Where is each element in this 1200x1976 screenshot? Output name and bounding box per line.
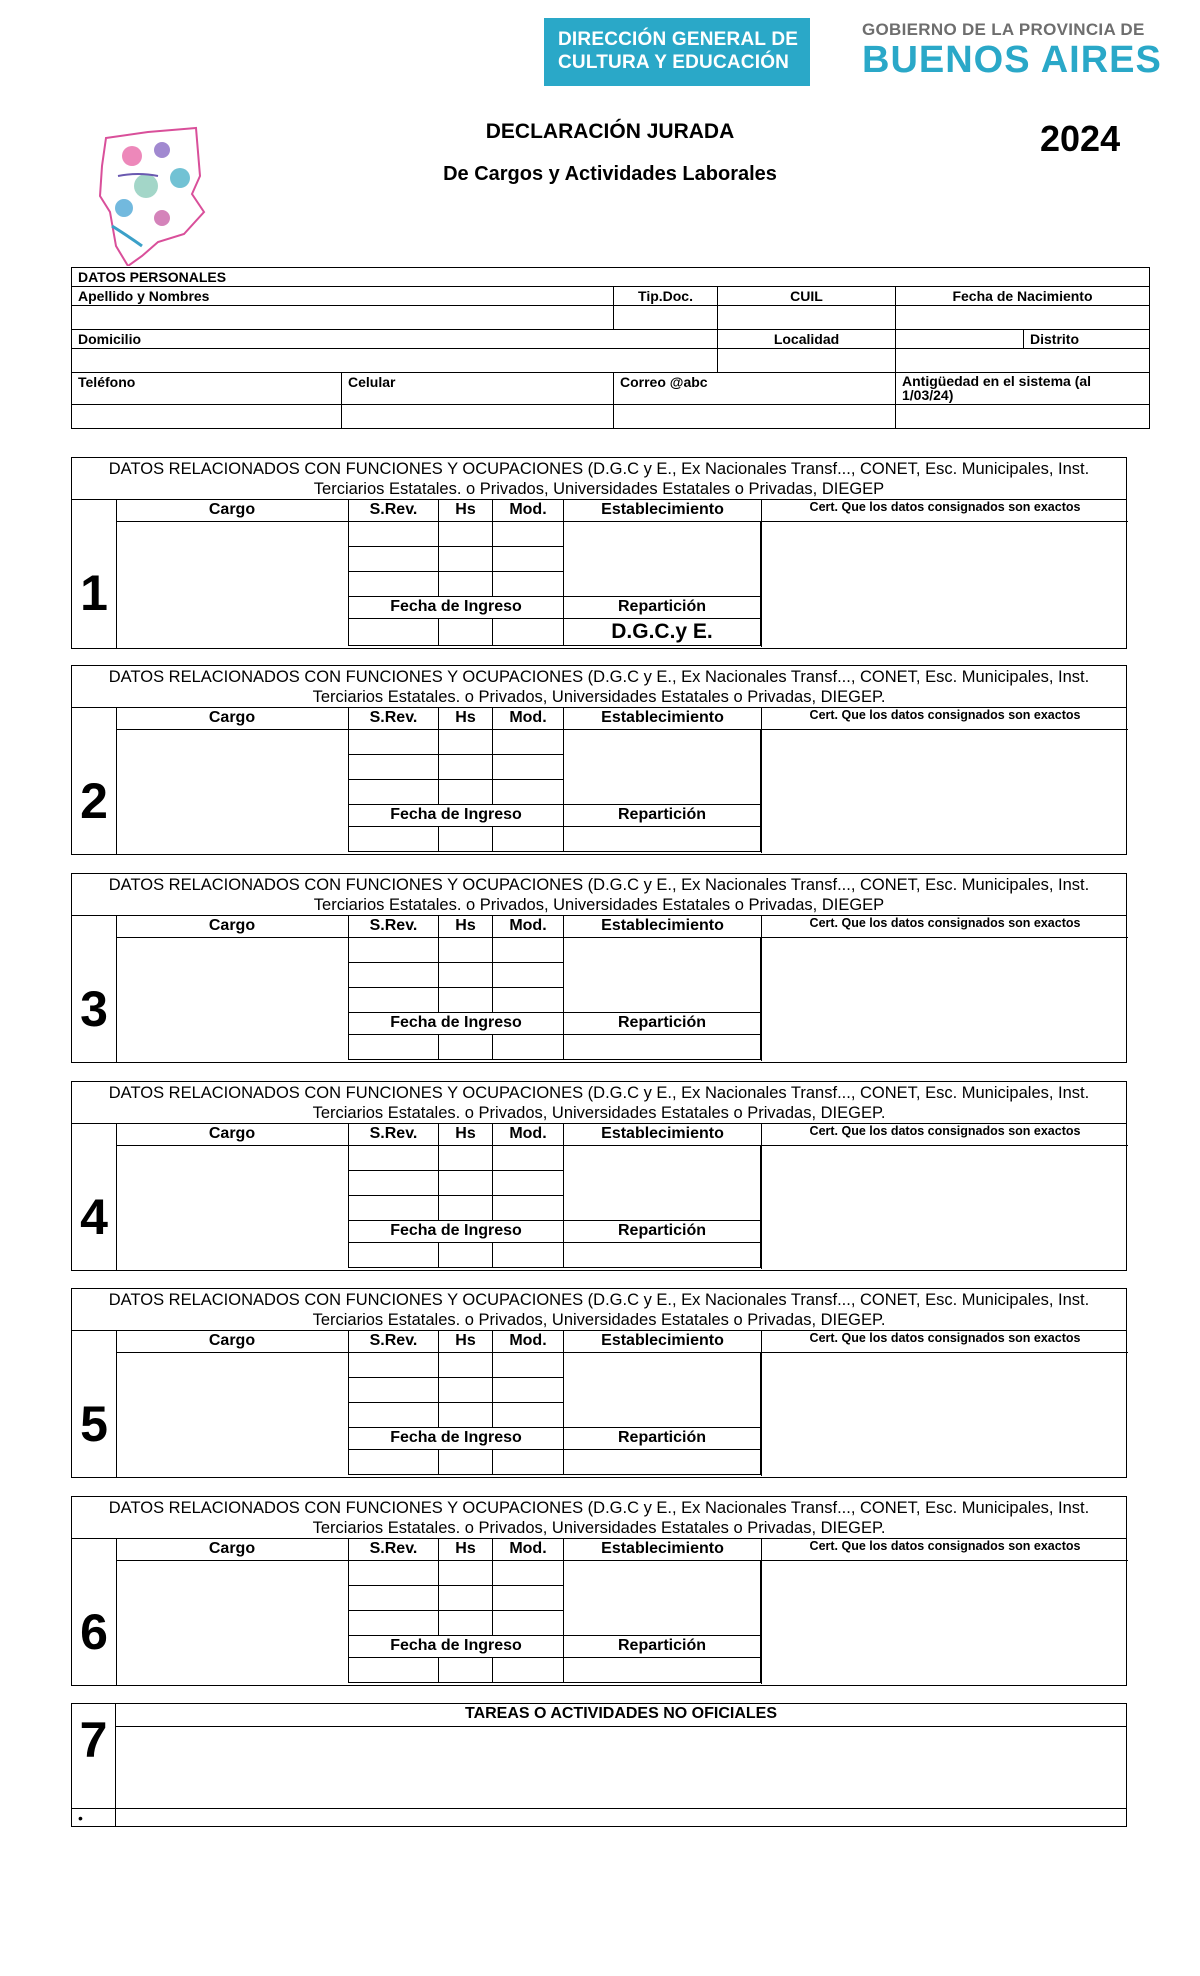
localidad-label-extra <box>896 330 1024 349</box>
cert-field[interactable] <box>761 1561 1128 1684</box>
province-map-logo <box>88 116 210 266</box>
fecha-ingreso-field[interactable] <box>348 619 438 646</box>
hs-field[interactable] <box>438 1171 492 1196</box>
cargo-field[interactable] <box>116 730 348 853</box>
mod-field[interactable] <box>492 1196 563 1221</box>
srev-field[interactable] <box>348 963 438 988</box>
domicilio-label: Domicilio <box>72 330 718 349</box>
srev-field[interactable] <box>348 547 438 572</box>
establecimiento-header: Establecimiento <box>563 916 761 938</box>
mod-field[interactable] <box>492 1146 563 1171</box>
block-number: 6 <box>80 1604 108 1660</box>
hs-field[interactable] <box>438 1196 492 1221</box>
mod-field[interactable] <box>492 780 563 805</box>
mod-field[interactable] <box>492 1378 563 1403</box>
block-body <box>72 1331 1126 1477</box>
srev-field[interactable] <box>348 1146 438 1171</box>
establecimiento-header: Establecimiento <box>563 500 761 522</box>
fecha-ingreso-field[interactable] <box>348 1658 438 1683</box>
block-number: 2 <box>80 773 108 829</box>
cert-field[interactable] <box>761 1353 1128 1476</box>
mod-header: Mod. <box>492 1539 563 1561</box>
cargo-field[interactable] <box>116 522 348 647</box>
block-body <box>72 1124 1126 1270</box>
block-grid <box>116 916 1126 1062</box>
block-grid <box>116 500 1126 648</box>
fecha-ingreso-field[interactable] <box>492 1658 563 1683</box>
mod-header: Mod. <box>492 708 563 730</box>
mod-field[interactable] <box>492 1561 563 1586</box>
srev-field[interactable] <box>348 938 438 963</box>
cert-field[interactable] <box>761 730 1128 853</box>
mod-header: Mod. <box>492 1331 563 1353</box>
gba-logo-line2: BUENOS AIRES <box>862 39 1162 81</box>
block-number-cell <box>72 1331 117 1477</box>
fecha-ingreso-field[interactable] <box>348 1450 438 1475</box>
distrito-label: Distrito <box>1024 330 1150 349</box>
reparticion-field[interactable] <box>563 1450 761 1475</box>
reparticion-label: Repartición <box>563 1636 761 1658</box>
fecha-ingreso-field[interactable] <box>348 1243 438 1268</box>
dgce-logo-line1: DIRECCIÓN GENERAL DE <box>558 29 799 50</box>
block-7 <box>71 1703 1127 1827</box>
srev-field[interactable] <box>348 1171 438 1196</box>
establecimiento-field[interactable] <box>563 730 761 805</box>
mod-field[interactable] <box>492 988 563 1013</box>
cert-header: Cert. Que los datos consignados son exactos <box>761 916 1128 938</box>
mod-field[interactable] <box>492 522 563 547</box>
mod-header: Mod. <box>492 1124 563 1146</box>
fecha-ingreso-field[interactable] <box>492 1243 563 1268</box>
telefono-label: Teléfono <box>72 373 342 405</box>
dgce-logo-line2: CULTURA Y EDUCACIÓN <box>558 52 790 73</box>
block-body <box>72 500 1126 648</box>
apellido-field[interactable] <box>72 306 614 330</box>
fecha-ingreso-field[interactable] <box>438 827 492 852</box>
fecha-ingreso-field[interactable] <box>438 1243 492 1268</box>
celular-label: Celular <box>342 373 614 405</box>
hs-field[interactable] <box>438 522 492 547</box>
block-7-number: 7 <box>72 1704 116 1808</box>
reparticion-label: Repartición <box>563 597 761 619</box>
cargo-field[interactable] <box>116 1561 348 1684</box>
hs-header: Hs <box>438 1124 492 1146</box>
reparticion-label: Repartición <box>563 1428 761 1450</box>
fecha-ingreso-field[interactable] <box>438 1658 492 1683</box>
srev-field[interactable] <box>348 1561 438 1586</box>
hs-field[interactable] <box>438 730 492 755</box>
correo-label: Correo @abc <box>614 373 896 405</box>
block-heading: DATOS RELACIONADOS CON FUNCIONES Y OCUPACIONES (D.G.C y E., Ex Nacionales Transf..., CONET, Esc. Municipales, Inst. Terciarios Estatales. o Privados, Universidades Estatales o Privadas, DIEGEP <box>72 458 1126 500</box>
block-number: 3 <box>80 981 108 1037</box>
cert-field[interactable] <box>761 1146 1128 1269</box>
block-body <box>72 916 1126 1062</box>
srev-header: S.Rev. <box>348 500 438 522</box>
personal-data-table <box>71 267 1150 429</box>
mod-field[interactable] <box>492 1171 563 1196</box>
block-body <box>72 1539 1126 1685</box>
position-block-3 <box>71 873 1127 1063</box>
srev-field[interactable] <box>348 1586 438 1611</box>
reparticion-field[interactable] <box>563 1658 761 1683</box>
mod-field[interactable] <box>492 938 563 963</box>
localidad-field[interactable] <box>718 349 896 373</box>
srev-field[interactable] <box>348 988 438 1013</box>
reparticion-label: Repartición <box>563 1221 761 1243</box>
srev-header: S.Rev. <box>348 916 438 938</box>
mod-field[interactable] <box>492 1353 563 1378</box>
mod-field[interactable] <box>492 1403 563 1428</box>
position-block-6 <box>71 1496 1127 1686</box>
hs-field[interactable] <box>438 1146 492 1171</box>
localidad-label: Localidad <box>718 330 896 349</box>
cargo-field[interactable] <box>116 1146 348 1269</box>
hs-field[interactable] <box>438 1561 492 1586</box>
srev-header: S.Rev. <box>348 1124 438 1146</box>
establecimiento-field[interactable] <box>563 1146 761 1221</box>
reparticion-field[interactable]: D.G.C.y E. <box>563 619 761 646</box>
cert-header: Cert. Que los datos consignados son exactos <box>761 1539 1128 1561</box>
srev-field[interactable] <box>348 1403 438 1428</box>
fecha-ingreso-field[interactable] <box>438 1035 492 1060</box>
srev-field[interactable] <box>348 755 438 780</box>
block-number-cell <box>72 1124 117 1270</box>
block-number-cell <box>72 708 117 854</box>
antiguedad-label: Antigüedad en el sistema (al 1/03/24) <box>896 373 1150 405</box>
block-heading: DATOS RELACIONADOS CON FUNCIONES Y OCUPACIONES (D.G.C y E., Ex Nacionales Transf..., CONET, Esc. Municipales, Inst. Terciarios Estatales. o Privados, Universidades Estatales o Privadas, DIEGEP. <box>72 1497 1126 1539</box>
block-number-cell <box>72 1539 117 1685</box>
position-block-1 <box>71 457 1127 649</box>
srev-field[interactable] <box>348 1196 438 1221</box>
fecha-ingreso-field[interactable] <box>492 1035 563 1060</box>
mod-field[interactable] <box>492 1586 563 1611</box>
cuil-field[interactable] <box>718 306 896 330</box>
cert-header: Cert. Que los datos consignados son exactos <box>761 500 1128 522</box>
establecimiento-header: Establecimiento <box>563 1539 761 1561</box>
block-7-bottom-row <box>72 1808 1126 1827</box>
reparticion-label: Repartición <box>563 805 761 827</box>
fecha-ingreso-field[interactable] <box>492 827 563 852</box>
hs-field[interactable] <box>438 572 492 597</box>
position-block-4 <box>71 1081 1127 1271</box>
cert-header: Cert. Que los datos consignados son exactos <box>761 1331 1128 1353</box>
hs-field[interactable] <box>438 988 492 1013</box>
cargo-header: Cargo <box>116 1539 348 1561</box>
cargo-header: Cargo <box>116 708 348 730</box>
fecha-ingreso-label: Fecha de Ingreso <box>348 1013 563 1035</box>
hs-field[interactable] <box>438 755 492 780</box>
hs-header: Hs <box>438 1539 492 1561</box>
fecha-nacimiento-field[interactable] <box>896 306 1150 330</box>
srev-field[interactable] <box>348 780 438 805</box>
document-year: 2024 <box>1040 118 1121 159</box>
srev-header: S.Rev. <box>348 1331 438 1353</box>
hs-header: Hs <box>438 1331 492 1353</box>
fecha-ingreso-field[interactable] <box>438 1450 492 1475</box>
fecha-ingreso-field[interactable] <box>348 1035 438 1060</box>
block-grid <box>116 708 1126 854</box>
fecha-ingreso-label: Fecha de Ingreso <box>348 805 563 827</box>
celular-field[interactable] <box>342 405 614 429</box>
hs-field[interactable] <box>438 1586 492 1611</box>
establecimiento-header: Establecimiento <box>563 708 761 730</box>
block-number: 4 <box>80 1189 108 1245</box>
block-heading: DATOS RELACIONADOS CON FUNCIONES Y OCUPACIONES (D.G.C y E., Ex Nacionales Transf..., CONET, Esc. Municipales, Inst. Terciarios Estatales. o Privados, Universidades Estatales o Privadas, DIEGEP. <box>72 1289 1126 1331</box>
fecha-ingreso-label: Fecha de Ingreso <box>348 1428 563 1450</box>
position-block-5 <box>71 1288 1127 1478</box>
hs-header: Hs <box>438 708 492 730</box>
srev-header: S.Rev. <box>348 708 438 730</box>
cuil-label: CUIL <box>718 287 896 306</box>
reparticion-field[interactable] <box>563 1243 761 1268</box>
block-grid <box>116 1331 1126 1477</box>
hs-field[interactable] <box>438 547 492 572</box>
block-7-field[interactable] <box>116 1726 1126 1808</box>
reparticion-label: Repartición <box>563 1013 761 1035</box>
srev-field[interactable] <box>348 1378 438 1403</box>
mod-field[interactable] <box>492 572 563 597</box>
hs-field[interactable] <box>438 1611 492 1636</box>
dgce-logo <box>544 18 810 86</box>
hs-field[interactable] <box>438 963 492 988</box>
tipdoc-label: Tip.Doc. <box>614 287 718 306</box>
gba-logo-line1: GOBIERNO DE LA PROVINCIA DE <box>862 20 1145 39</box>
mod-header: Mod. <box>492 916 563 938</box>
cargo-header: Cargo <box>116 500 348 522</box>
fecha-ingreso-field[interactable] <box>348 827 438 852</box>
block-grid <box>116 1539 1126 1685</box>
srev-field[interactable] <box>348 1353 438 1378</box>
cert-field[interactable] <box>761 938 1128 1061</box>
srev-field[interactable] <box>348 522 438 547</box>
hs-field[interactable] <box>438 780 492 805</box>
block-number-cell <box>72 916 117 1062</box>
establecimiento-header: Establecimiento <box>563 1124 761 1146</box>
fecha-ingreso-label: Fecha de Ingreso <box>348 1636 563 1658</box>
hs-field[interactable] <box>438 938 492 963</box>
document-title: DECLARACIÓN JURADA <box>485 120 735 143</box>
block-heading: DATOS RELACIONADOS CON FUNCIONES Y OCUPACIONES (D.G.C y E., Ex Nacionales Transf..., CONET, Esc. Municipales, Inst. Terciarios Estatales. o Privados, Universidades Estatales o Privadas, DIEGEP <box>72 874 1126 916</box>
hs-field[interactable] <box>438 1353 492 1378</box>
block-heading: DATOS RELACIONADOS CON FUNCIONES Y OCUPACIONES (D.G.C y E., Ex Nacionales Transf..., CONET, Esc. Municipales, Inst. Terciarios Estatales. o Privados, Universidades Estatales o Privadas, DIEGEP. <box>72 1082 1126 1124</box>
mod-header: Mod. <box>492 500 563 522</box>
mod-field[interactable] <box>492 547 563 572</box>
document-subtitle: De Cargos y Actividades Laborales <box>443 163 777 185</box>
fecha-ingreso-label: Fecha de Ingreso <box>348 597 563 619</box>
block-number-cell <box>72 500 117 648</box>
establecimiento-field[interactable] <box>563 522 761 597</box>
establecimiento-field[interactable] <box>563 1561 761 1636</box>
srev-field[interactable] <box>348 730 438 755</box>
gba-logo <box>862 20 1162 86</box>
fecha-ingreso-field[interactable] <box>492 619 563 646</box>
hs-field[interactable] <box>438 1403 492 1428</box>
mod-field[interactable] <box>492 755 563 780</box>
establecimiento-field[interactable] <box>563 938 761 1013</box>
mod-field[interactable] <box>492 1611 563 1636</box>
correo-field[interactable] <box>614 405 896 429</box>
hs-header: Hs <box>438 500 492 522</box>
cargo-field[interactable] <box>116 938 348 1061</box>
distrito-field[interactable] <box>896 349 1150 373</box>
domicilio-field[interactable] <box>72 349 718 373</box>
cargo-header: Cargo <box>116 916 348 938</box>
mod-field[interactable] <box>492 730 563 755</box>
cert-field[interactable] <box>761 522 1128 647</box>
cargo-header: Cargo <box>116 1331 348 1353</box>
block-grid <box>116 1124 1126 1270</box>
fecha-ingreso-field[interactable] <box>438 619 492 646</box>
block-7-bottom-field[interactable] <box>116 1809 1126 1827</box>
establecimiento-field[interactable] <box>563 1353 761 1428</box>
srev-header: S.Rev. <box>348 1539 438 1561</box>
tipdoc-field[interactable] <box>614 306 718 330</box>
bullet-icon: • <box>72 1809 116 1827</box>
position-block-2 <box>71 665 1127 855</box>
fecha-ingreso-field[interactable] <box>492 1450 563 1475</box>
reparticion-field[interactable] <box>563 827 761 852</box>
cert-header: Cert. Que los datos consignados son exactos <box>761 708 1128 730</box>
block-heading: DATOS RELACIONADOS CON FUNCIONES Y OCUPACIONES (D.G.C y E., Ex Nacionales Transf..., CONET, Esc. Municipales, Inst. Terciarios Estatales. o Privados, Universidades Estatales o Privadas, DIEGEP. <box>72 666 1126 708</box>
apellido-label: Apellido y Nombres <box>72 287 614 306</box>
personal-section-title: DATOS PERSONALES <box>72 268 1150 287</box>
establecimiento-header: Establecimiento <box>563 1331 761 1353</box>
block-body <box>72 708 1126 854</box>
srev-field[interactable] <box>348 572 438 597</box>
hs-header: Hs <box>438 916 492 938</box>
fecha-nacimiento-label: Fecha de Nacimiento <box>896 287 1150 306</box>
block-7-title: TAREAS O ACTIVIDADES NO OFICIALES <box>116 1704 1126 1727</box>
srev-field[interactable] <box>348 1611 438 1636</box>
block-number: 5 <box>80 1396 108 1452</box>
cargo-header: Cargo <box>116 1124 348 1146</box>
hs-field[interactable] <box>438 1378 492 1403</box>
mod-field[interactable] <box>492 963 563 988</box>
fecha-ingreso-label: Fecha de Ingreso <box>348 1221 563 1243</box>
reparticion-field[interactable] <box>563 1035 761 1060</box>
cert-header: Cert. Que los datos consignados son exactos <box>761 1124 1128 1146</box>
antiguedad-field[interactable] <box>896 405 1150 429</box>
block-number: 1 <box>80 565 108 621</box>
cargo-field[interactable] <box>116 1353 348 1476</box>
telefono-field[interactable] <box>72 405 342 429</box>
